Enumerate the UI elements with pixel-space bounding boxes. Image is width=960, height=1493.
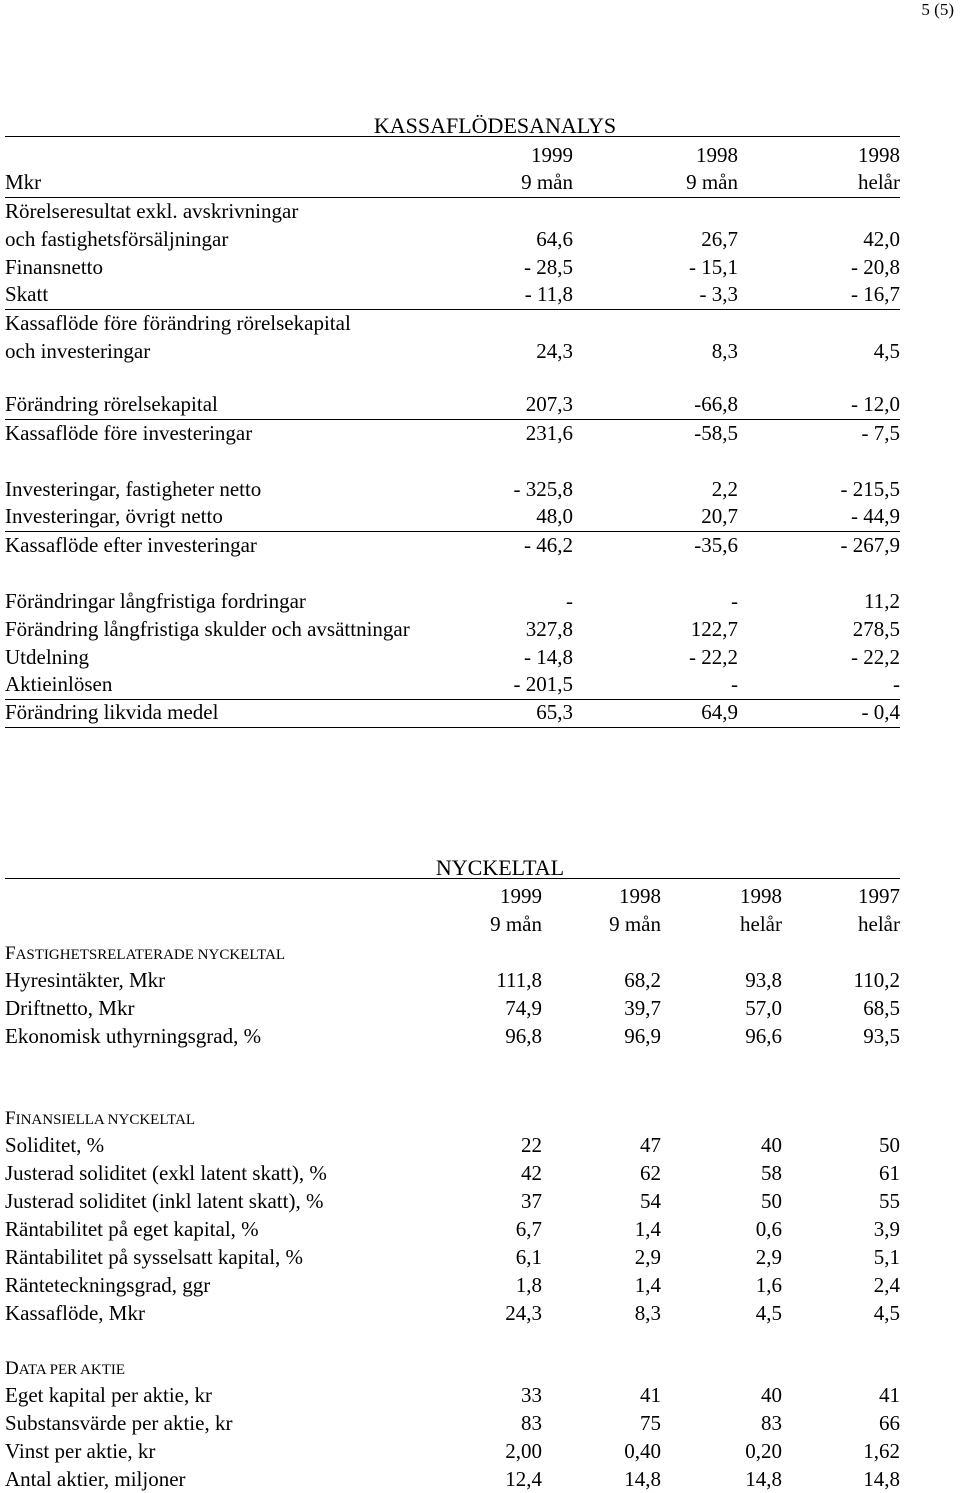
cashflow-header-years bbox=[5, 141, 900, 169]
table-row bbox=[5, 1243, 900, 1271]
row-value: 96,9 bbox=[624, 1024, 661, 1048]
row-value: - 14,8 bbox=[524, 645, 573, 669]
row-value: 6,7 bbox=[515, 1217, 542, 1241]
row-value: 68,2 bbox=[624, 968, 661, 992]
row-value: 64,6 bbox=[536, 227, 573, 251]
row-value: 75 bbox=[640, 1411, 661, 1435]
row-label: Finansnetto bbox=[5, 255, 103, 279]
table-row bbox=[5, 615, 900, 643]
row-label: Investeringar, övrigt netto bbox=[5, 504, 223, 528]
page-number: 5 (5) bbox=[921, 0, 954, 19]
row-value: 1,62 bbox=[863, 1439, 900, 1463]
row-value: 1,4 bbox=[634, 1273, 661, 1297]
row-value: 42 bbox=[521, 1161, 542, 1185]
row-value: -66,8 bbox=[694, 392, 738, 416]
row-value: - 46,2 bbox=[524, 533, 573, 557]
row-label: Förändring likvida medel bbox=[5, 700, 219, 724]
row-value: 40 bbox=[761, 1383, 782, 1407]
row-value: 1,4 bbox=[634, 1217, 661, 1241]
row-value: 3,9 bbox=[873, 1217, 900, 1241]
table-row bbox=[5, 531, 900, 559]
column-year: 1999 bbox=[500, 884, 542, 908]
row-value: 62 bbox=[640, 1161, 661, 1185]
table-row bbox=[5, 1409, 900, 1437]
row-value: 93,5 bbox=[863, 1024, 900, 1048]
row-value: 20,7 bbox=[701, 504, 738, 528]
row-value: 6,1 bbox=[515, 1245, 542, 1269]
row-value: 2,9 bbox=[634, 1245, 661, 1269]
row-value: 2,2 bbox=[711, 477, 738, 501]
row-value: 0,40 bbox=[624, 1439, 661, 1463]
row-value: -58,5 bbox=[694, 421, 738, 445]
row-label: Substansvärde per aktie, kr bbox=[5, 1411, 233, 1435]
row-value: 110,2 bbox=[853, 968, 900, 992]
row-label: Aktieinlösen bbox=[5, 672, 113, 696]
table-row bbox=[5, 671, 900, 700]
section-heading bbox=[5, 1103, 900, 1131]
keyratios-header-years bbox=[5, 882, 900, 910]
row-label: Ränteteckningsgrad, ggr bbox=[5, 1273, 211, 1297]
section-heading-initial: F bbox=[5, 1108, 16, 1129]
row-value: 48,0 bbox=[536, 504, 573, 528]
row-value: 0,6 bbox=[755, 1217, 782, 1241]
table-row bbox=[5, 1381, 900, 1409]
row-value: 68,5 bbox=[863, 996, 900, 1020]
row-value: - 201,5 bbox=[513, 672, 573, 696]
row-value: - 267,9 bbox=[840, 533, 900, 557]
row-label: Antal aktier, miljoner bbox=[5, 1467, 186, 1491]
table-row bbox=[5, 337, 900, 365]
row-value: 207,3 bbox=[525, 392, 573, 416]
row-value: 65,3 bbox=[536, 700, 573, 724]
table-row bbox=[5, 994, 900, 1022]
row-value: 42,0 bbox=[863, 227, 900, 251]
row-label: Förändringar långfristiga fordringar bbox=[5, 589, 306, 613]
row-value: 278,5 bbox=[852, 617, 900, 641]
cashflow-title: KASSAFLÖDESANALYS bbox=[373, 113, 617, 138]
section-heading-rest: ASTIGHETSRELATERADE NYCKELTAL bbox=[15, 947, 286, 963]
column-year: 1997 bbox=[858, 884, 900, 908]
row-value: 50 bbox=[879, 1133, 900, 1157]
table-row bbox=[5, 225, 900, 253]
cashflow-header-periods bbox=[5, 169, 900, 198]
row-value: 26,7 bbox=[701, 227, 738, 251]
keyratios-title-rule bbox=[5, 878, 900, 879]
row-value: - bbox=[893, 672, 900, 696]
column-period: 9 mån bbox=[490, 912, 542, 936]
row-label: Kassaflöde efter investeringar bbox=[5, 533, 257, 557]
table-row bbox=[5, 419, 900, 447]
row-value: 22 bbox=[521, 1133, 542, 1157]
table-row bbox=[5, 1131, 900, 1159]
row-value: - 20,8 bbox=[851, 255, 900, 279]
row-value: 66 bbox=[879, 1411, 900, 1435]
row-value: 14,8 bbox=[863, 1467, 900, 1491]
row-value: - 22,2 bbox=[689, 645, 738, 669]
column-year: 1999 bbox=[531, 143, 573, 167]
row-value: 14,8 bbox=[624, 1467, 661, 1491]
column-period: 9 mån bbox=[609, 912, 661, 936]
row-value: 54 bbox=[640, 1189, 661, 1213]
row-label: Soliditet, % bbox=[5, 1133, 105, 1157]
row-label: Kassaflöde före förändring rörelsekapital bbox=[5, 311, 351, 335]
row-value: - 15,1 bbox=[689, 255, 738, 279]
row-value: - 11,8 bbox=[524, 282, 573, 306]
column-period: 9 mån bbox=[686, 170, 738, 194]
column-period: helår bbox=[740, 912, 782, 936]
row-value: 83 bbox=[761, 1411, 782, 1435]
row-value: 4,5 bbox=[755, 1301, 782, 1325]
table-row bbox=[5, 197, 900, 225]
row-value: 37 bbox=[521, 1189, 542, 1213]
row-value: 4,5 bbox=[873, 339, 900, 363]
row-label: Kassaflöde, Mkr bbox=[5, 1301, 145, 1325]
table-row bbox=[5, 966, 900, 994]
row-label: Justerad soliditet (exkl latent skatt), % bbox=[5, 1161, 327, 1185]
row-value: 1,8 bbox=[515, 1273, 542, 1297]
row-value: - bbox=[731, 589, 738, 613]
row-value: 40 bbox=[761, 1133, 782, 1157]
unit-label: Mkr bbox=[5, 170, 42, 194]
row-value: 50 bbox=[761, 1189, 782, 1213]
row-value: - 22,2 bbox=[851, 645, 900, 669]
row-value: 327,8 bbox=[525, 617, 573, 641]
row-label: Investeringar, fastigheter netto bbox=[5, 477, 262, 501]
row-value: 12,4 bbox=[505, 1467, 542, 1491]
section-heading bbox=[5, 1353, 900, 1381]
row-value: 14,8 bbox=[745, 1467, 782, 1491]
row-value: 1,6 bbox=[755, 1273, 782, 1297]
table-row bbox=[5, 1271, 900, 1299]
row-label: Eget kapital per aktie, kr bbox=[5, 1383, 212, 1407]
row-value: - 215,5 bbox=[840, 477, 900, 501]
row-value: 64,9 bbox=[701, 700, 738, 724]
section-heading-rest: ATA PER AKTIE bbox=[18, 1362, 126, 1378]
row-value: - 12,0 bbox=[851, 392, 900, 416]
row-value: - 44,9 bbox=[851, 504, 900, 528]
cashflow-title-rule bbox=[5, 136, 900, 137]
row-label: och investeringar bbox=[5, 339, 151, 363]
column-period: helår bbox=[858, 170, 900, 194]
row-value: 2,4 bbox=[873, 1273, 900, 1297]
row-value: - bbox=[731, 672, 738, 696]
row-value: 33 bbox=[521, 1383, 542, 1407]
row-value: 61 bbox=[879, 1161, 900, 1185]
row-value: 0,20 bbox=[745, 1439, 782, 1463]
column-year: 1998 bbox=[858, 143, 900, 167]
table-row bbox=[5, 503, 900, 532]
table-row bbox=[5, 1159, 900, 1187]
table-row bbox=[5, 281, 900, 310]
row-value: 93,8 bbox=[745, 968, 782, 992]
row-label: Hyresintäkter, Mkr bbox=[5, 968, 166, 992]
row-value: 39,7 bbox=[624, 996, 661, 1020]
keyratios-title: NYCKELTAL bbox=[435, 855, 565, 880]
table-row bbox=[5, 309, 900, 337]
row-label: Utdelning bbox=[5, 645, 89, 669]
row-value: 5,1 bbox=[873, 1245, 900, 1269]
row-value: 8,3 bbox=[634, 1301, 661, 1325]
row-value: 2,9 bbox=[755, 1245, 782, 1269]
row-value: 96,8 bbox=[505, 1024, 542, 1048]
row-value: 231,6 bbox=[525, 421, 573, 445]
section-heading-rest: INANSIELLA NYCKELTAL bbox=[15, 1112, 196, 1128]
row-value: 11,2 bbox=[864, 589, 900, 613]
row-value: 83 bbox=[521, 1411, 542, 1435]
row-label: Vinst per aktie, kr bbox=[5, 1439, 156, 1463]
table-row bbox=[5, 1299, 900, 1327]
section-heading bbox=[5, 938, 900, 966]
row-value: - 16,7 bbox=[851, 282, 900, 306]
row-value: - 0,4 bbox=[861, 700, 900, 724]
row-label: Justerad soliditet (inkl latent skatt), % bbox=[5, 1189, 324, 1213]
table-row bbox=[5, 1437, 900, 1465]
column-year: 1998 bbox=[619, 884, 661, 908]
table-row bbox=[5, 253, 900, 281]
row-value: 57,0 bbox=[745, 996, 782, 1020]
column-period: 9 mån bbox=[521, 170, 573, 194]
column-year: 1998 bbox=[740, 884, 782, 908]
row-value: 41 bbox=[879, 1383, 900, 1407]
row-label: Räntabilitet på eget kapital, % bbox=[5, 1217, 259, 1241]
row-value: 111,8 bbox=[496, 968, 542, 992]
row-label: Förändring rörelsekapital bbox=[5, 392, 218, 416]
row-value: 55 bbox=[879, 1189, 900, 1213]
table-row bbox=[5, 587, 900, 615]
row-value: - 28,5 bbox=[524, 255, 573, 279]
row-label: Förändring långfristiga skulder och avsättningar bbox=[5, 617, 410, 641]
row-value: - bbox=[566, 589, 573, 613]
table-row bbox=[5, 475, 900, 503]
row-label: Ekonomisk uthyrningsgrad, % bbox=[5, 1024, 262, 1048]
table-row bbox=[5, 699, 900, 728]
row-value: 24,3 bbox=[505, 1301, 542, 1325]
row-label: Driftnetto, Mkr bbox=[5, 996, 135, 1020]
section-heading-initial: F bbox=[5, 943, 16, 964]
table-row bbox=[5, 1187, 900, 1215]
table-row bbox=[5, 1022, 900, 1050]
row-label: Räntabilitet på sysselsatt kapital, % bbox=[5, 1245, 304, 1269]
row-value: 41 bbox=[640, 1383, 661, 1407]
table-row bbox=[5, 1215, 900, 1243]
row-value: 24,3 bbox=[536, 339, 573, 363]
table-row bbox=[5, 643, 900, 671]
column-year: 1998 bbox=[696, 143, 738, 167]
row-value: 8,3 bbox=[711, 339, 738, 363]
row-value: 47 bbox=[640, 1133, 661, 1157]
keyratios-header-periods bbox=[5, 910, 900, 938]
row-value: 122,7 bbox=[690, 617, 738, 641]
table-row bbox=[5, 391, 900, 420]
table-row bbox=[5, 1465, 900, 1493]
column-period: helår bbox=[858, 912, 900, 936]
row-value: 2,00 bbox=[505, 1439, 542, 1463]
row-value: 4,5 bbox=[873, 1301, 900, 1325]
row-label: Skatt bbox=[5, 282, 49, 306]
row-value: 96,6 bbox=[745, 1024, 782, 1048]
row-value: 58 bbox=[761, 1161, 782, 1185]
row-value: - 325,8 bbox=[513, 477, 573, 501]
row-label: och fastighetsförsäljningar bbox=[5, 227, 229, 251]
row-value: 74,9 bbox=[505, 996, 542, 1020]
row-label: Rörelseresultat exkl. avskrivningar bbox=[5, 199, 299, 223]
section-heading-initial: D bbox=[5, 1358, 19, 1379]
row-label: Kassaflöde före investeringar bbox=[5, 421, 253, 445]
row-value: -35,6 bbox=[694, 533, 738, 557]
row-value: - 3,3 bbox=[699, 282, 738, 306]
row-value: - 7,5 bbox=[861, 421, 900, 445]
